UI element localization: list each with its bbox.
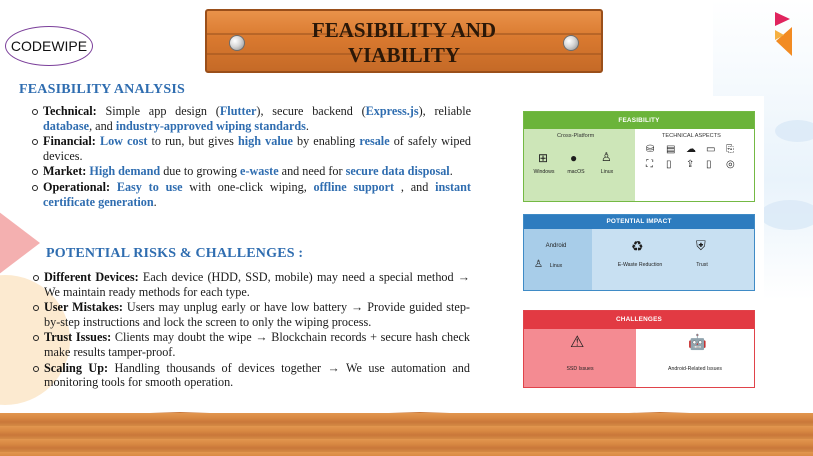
technical-aspects-label: TECHNICAL ASPECTS <box>662 133 721 139</box>
linux-label: Linux <box>600 169 614 175</box>
brand-label: CODEWIPE <box>10 38 88 54</box>
phone-security-icon: ▯ <box>666 159 672 170</box>
page-title <box>237 18 571 68</box>
item-key: Trust Issues: <box>44 330 112 345</box>
android-linux-pane <box>524 229 592 290</box>
list-item: Different Devices: Each device (HDD, SSD, mobile) may need a special method → We maintain ready methods for each type. <box>32 270 470 299</box>
storage-icon: ⎘ <box>726 144 734 155</box>
feasibility-heading: FEASIBILITY ANALYSIS <box>19 82 185 97</box>
brand-badge <box>5 26 93 66</box>
android-issues-pane <box>636 329 754 387</box>
potential-impact-header: POTENTIAL IMPACT <box>524 215 754 229</box>
title-line-2: VIABILITY <box>347 43 461 67</box>
item-key: Different Devices: <box>44 270 139 284</box>
list-item: Market: High demand due to growing e-waste and need for secure data disposal. <box>31 164 471 179</box>
network-icon: ⛶ <box>646 159 653 170</box>
risks-heading: POTENTIAL RISKS & CHALLENGES : <box>46 246 304 261</box>
potential-impact-box <box>523 214 755 291</box>
ssd-issues-label: SSD Issues <box>566 366 594 372</box>
cross-platform-label: Cross-Platform <box>557 133 595 139</box>
android-label: Android <box>545 243 567 249</box>
ssd-warning-icon: ⚠ <box>570 334 585 351</box>
technical-aspects-pane <box>635 129 754 201</box>
mobile-icon: ▯ <box>706 159 712 170</box>
list-item: User Mistakes: Users may unplug early or have low battery → Provide guided step-by-step instructions and lock the screen to only the wiping process. <box>32 300 470 329</box>
macos-label: macOS <box>567 169 585 175</box>
item-key: Scaling Up: <box>44 360 109 375</box>
linux-icon: ♙ <box>601 150 612 164</box>
disk-icon: ◎ <box>726 159 735 170</box>
windows-icon: ⊞ <box>538 151 549 165</box>
cloud-upload-icon: ⇪ <box>686 159 695 170</box>
list-item: Financial: Low cost to run, but gives high value by enabling resale of safely wiped devices. <box>31 134 471 163</box>
list-item: Trust Issues: Clients may doubt the wipe → Blockchain records + secure hash check make results tamper-proof. <box>32 330 470 359</box>
monitor-icon: ▭ <box>706 144 716 155</box>
cloud-decoration <box>775 120 813 142</box>
wood-floor-decoration <box>0 413 813 456</box>
title-line-1: FEASIBILITY AND <box>311 18 497 42</box>
cross-platform-pane <box>524 129 635 201</box>
recycle-icon: ♻ <box>631 238 644 254</box>
logo-icon <box>772 10 798 60</box>
linux-icon: ♙ <box>534 259 543 270</box>
item-key: Operational: <box>43 179 111 194</box>
cloud-icon: ☁ <box>686 144 696 155</box>
feasibility-list <box>31 104 471 210</box>
feasibility-box <box>523 111 755 202</box>
server-icon: ▤ <box>666 144 676 155</box>
challenges-box <box>523 310 755 388</box>
feasibility-diagram <box>517 96 764 399</box>
item-key: User Mistakes: <box>44 300 123 315</box>
ssd-issues-pane <box>524 329 636 387</box>
android-icon: 🤖 <box>688 334 707 351</box>
title-board <box>205 9 603 73</box>
ewaste-label: E-Waste Reduction <box>617 262 663 268</box>
list-item: Technical: Simple app design (Flutter), secure backend (Express.js), reliable database, and industry-approved wiping standards. <box>31 104 471 133</box>
android-issues-label: Android-Related Issues <box>668 366 722 372</box>
windows-label: Windows <box>533 169 555 175</box>
feasibility-box-header: FEASIBILITY <box>524 112 754 129</box>
linux-label: Linux <box>549 263 563 269</box>
shield-icon: ⛨ <box>696 238 706 253</box>
risks-list <box>32 270 470 391</box>
trust-label: Trust <box>696 262 708 268</box>
item-key: Financial: <box>43 134 96 149</box>
cloud-decoration <box>760 200 813 230</box>
database-icon: ⛁ <box>646 144 655 155</box>
list-item: Scaling Up: Handling thousands of devices together → We use automation and monitoring tools for smooth operation. <box>32 361 470 390</box>
item-key: Market: <box>43 164 87 179</box>
item-key: Technical: <box>43 104 97 118</box>
apple-icon: ● <box>570 151 578 165</box>
list-item: Operational: Easy to use with one-click wiping, offline support , and instant certificate generation. <box>31 180 471 209</box>
challenges-header: CHALLENGES <box>524 311 754 329</box>
